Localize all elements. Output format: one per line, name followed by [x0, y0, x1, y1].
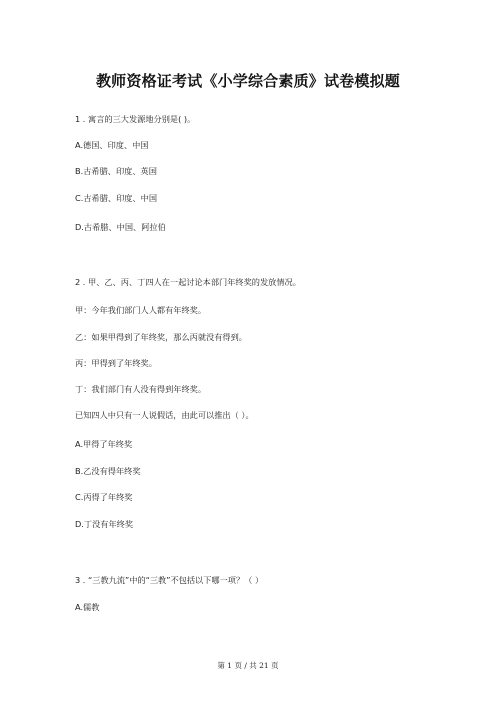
question-1-option-b: B.古希腊、印度、英国 — [75, 166, 157, 176]
page-footer: 第 1 页 / 共 21 页 — [217, 661, 279, 670]
question-2-statement-yi: 乙：如果甲得到了年终奖，那么丙就没有得到。 — [75, 332, 247, 342]
question-2-statement-jia: 甲：今年我们部门人人都有年终奖。 — [75, 305, 207, 315]
question-2-option-b: B.乙没有得年终奖 — [75, 466, 141, 476]
question-2-statement-ding: 丁：我们部门有人没有得到年终奖。 — [75, 384, 207, 394]
question-2-option-c: C.丙得了年终奖 — [75, 492, 133, 502]
page-title: 教师资格证考试《小学综合素质》试卷模拟题 — [95, 72, 400, 90]
question-2-option-a: A.甲得了年终奖 — [75, 439, 133, 449]
question-1-stem: 1 . 寓言的三大发源地分别是( )。 — [75, 114, 196, 124]
question-3-stem: 3 . “三教九流”中的“三教”不包括以下哪一项？（ ） — [75, 575, 264, 585]
question-2-stem: 2 . 甲、乙、丙、丁四人在一起讨论本部门年终奖的发放情况。 — [75, 277, 301, 287]
question-1-option-a: A.德国、印度、中国 — [75, 140, 149, 150]
question-2-option-d: D.丁没有年终奖 — [75, 519, 134, 529]
question-2-statement-bing: 丙：甲得到了年终奖。 — [75, 358, 157, 368]
question-3-option-a: A.儒教 — [75, 602, 100, 612]
question-1-option-d: D.古希腊、中国、阿拉伯 — [75, 222, 166, 232]
question-1-option-c: C.古希腊、印度、中国 — [75, 193, 158, 203]
question-2-condition: 已知四人中只有一人说假话，由此可以推出（ ）。 — [75, 410, 254, 420]
